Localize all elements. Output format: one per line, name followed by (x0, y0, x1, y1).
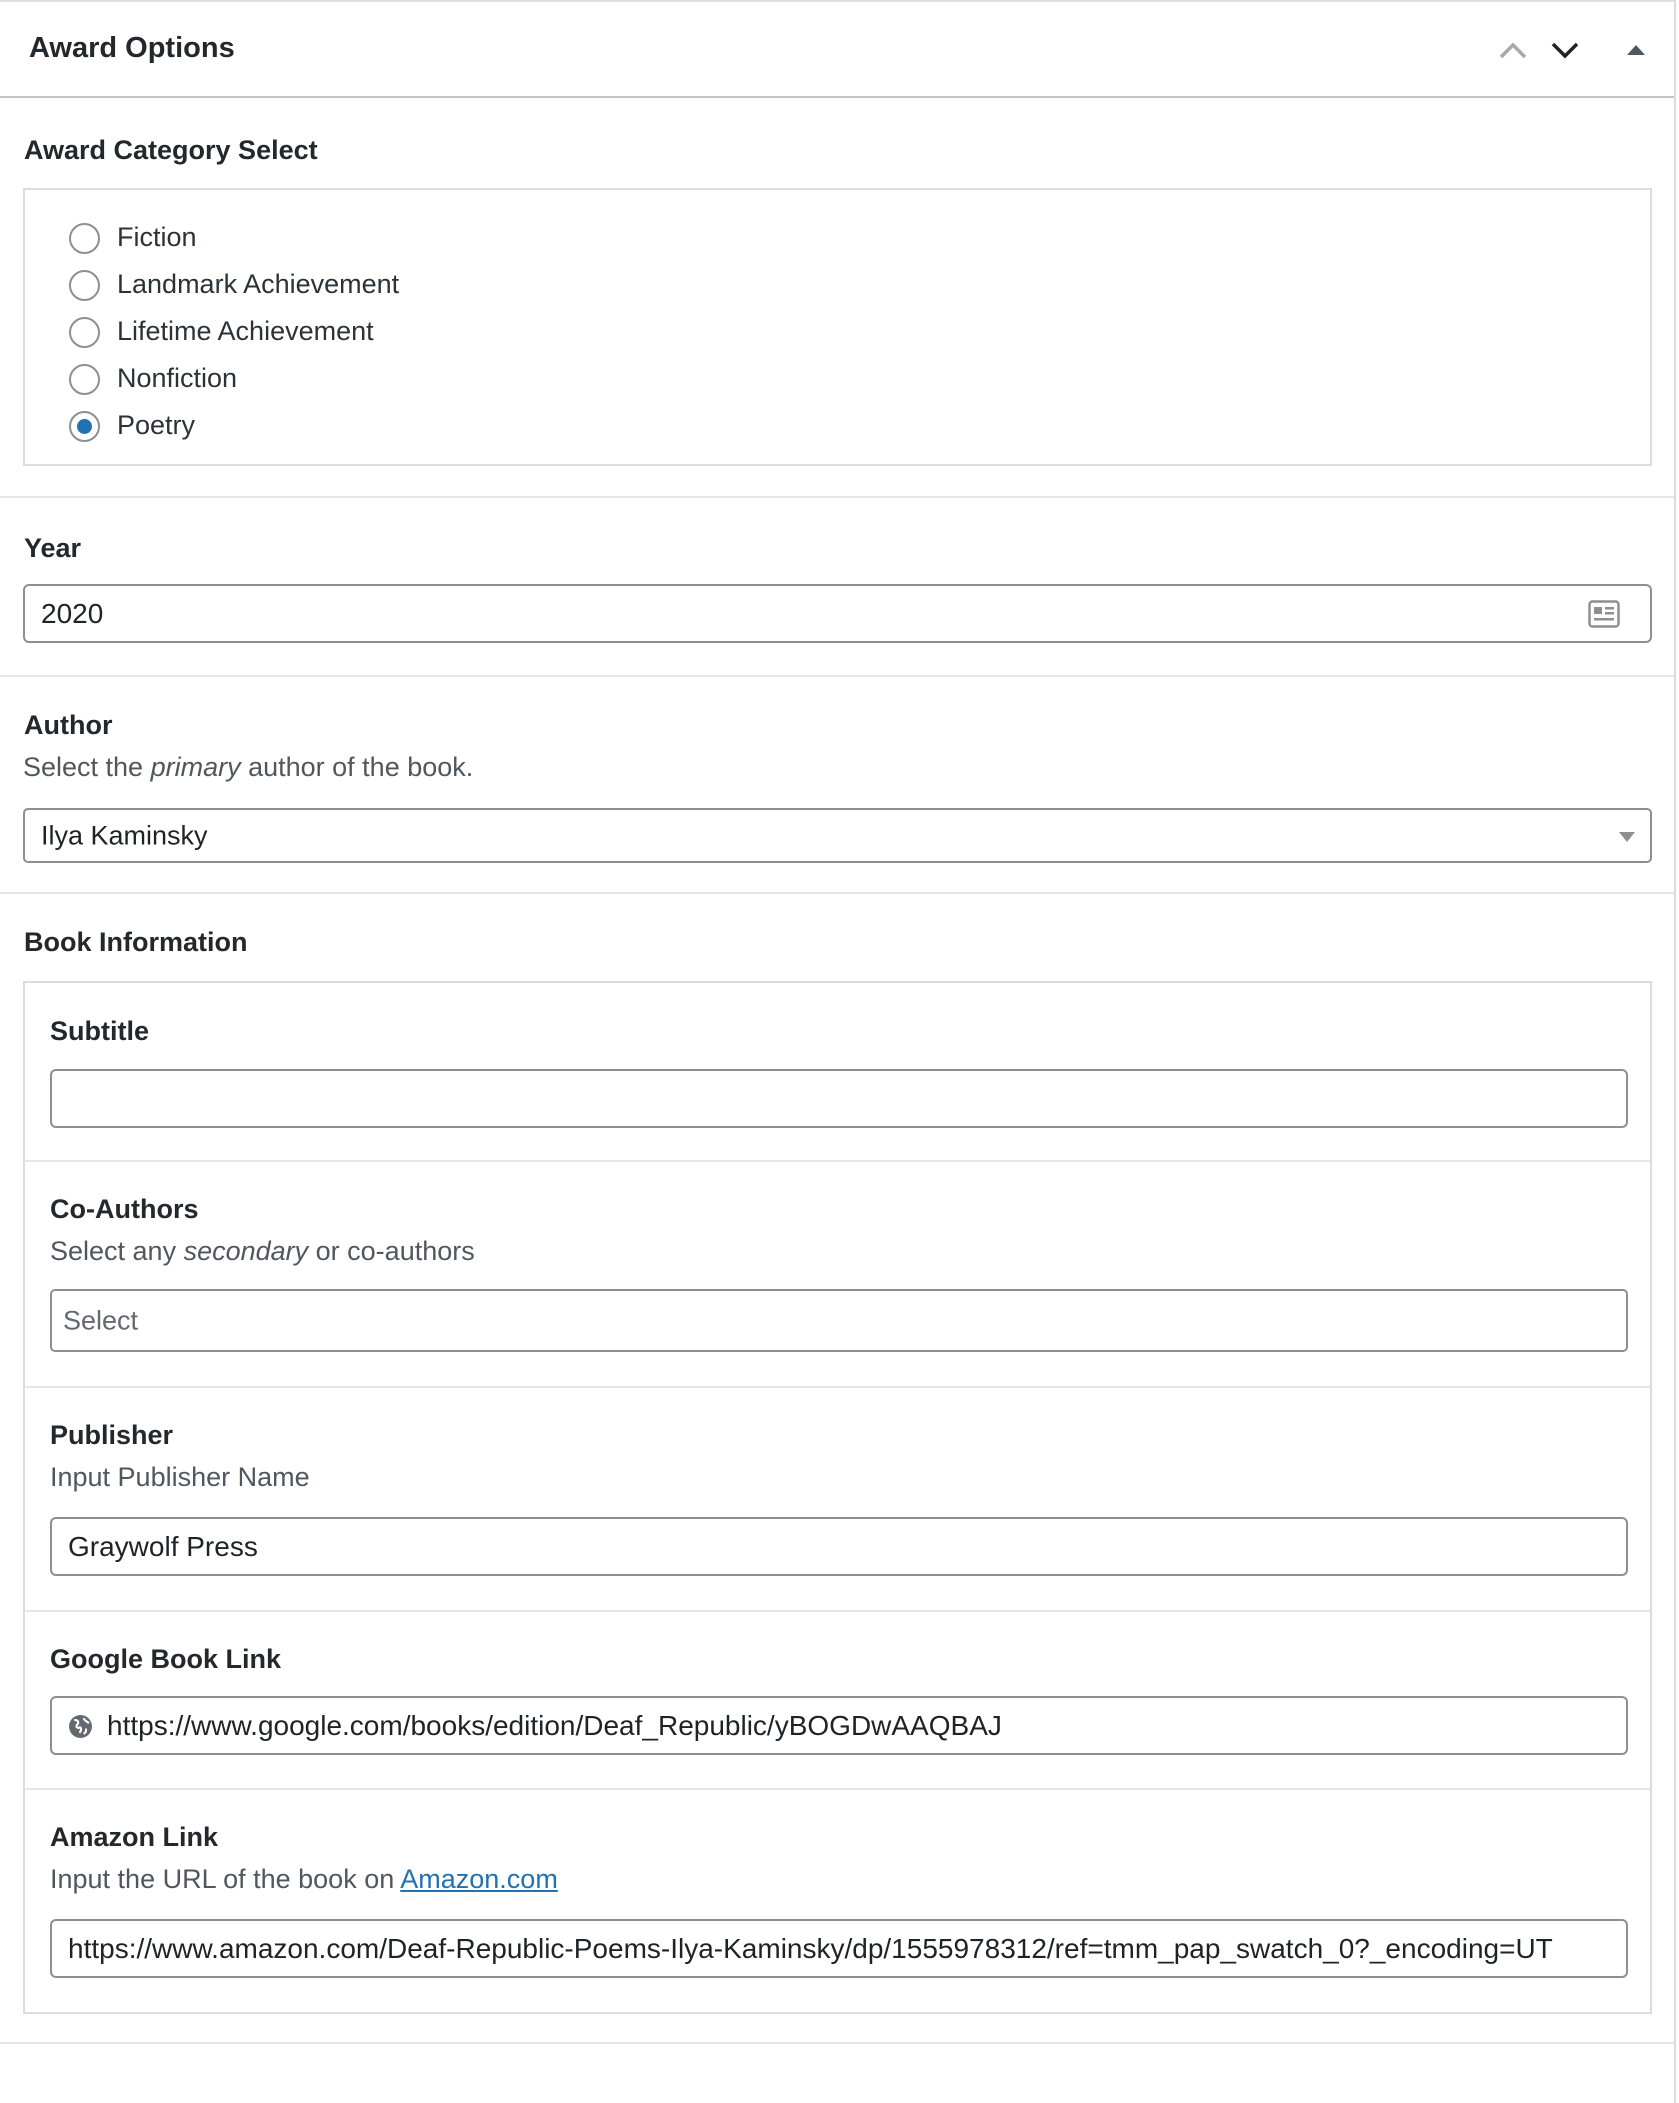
book-information-group (23, 981, 1652, 2014)
year-label: Year (24, 533, 82, 563)
coauthors-select[interactable] (50, 1289, 1628, 1352)
radio-label: Landmark Achievement (117, 269, 400, 299)
award-category-label: Award Category Select (24, 135, 318, 165)
author-field (0, 677, 1674, 894)
award-category-field (0, 98, 1674, 498)
chevron-up-icon (1498, 40, 1528, 60)
desc-text: Select the (23, 752, 151, 782)
chevron-down-icon (1550, 40, 1580, 60)
radio-button[interactable] (69, 364, 100, 395)
amazon-link-value: https://www.amazon.com/Deaf-Republic-Poems-Ilya-Kaminsky/dp/1555978312/ref=tmm_pap_swatch_0?_encoding=UT (68, 1932, 1553, 1964)
year-input[interactable] (23, 584, 1652, 643)
radio-label: Fiction (117, 222, 197, 252)
publisher-label: Publisher (50, 1420, 174, 1450)
toggle-panel-button[interactable] (1616, 24, 1660, 80)
radio-label: Poetry (117, 410, 196, 440)
radio-label: Nonfiction (117, 363, 238, 393)
author-description (23, 752, 473, 783)
move-up-button[interactable] (1490, 24, 1534, 80)
amazon-link-subfield (25, 1790, 1650, 2012)
publisher-input[interactable] (50, 1517, 1628, 1576)
globe-icon (68, 1714, 93, 1739)
google-link-value: https://www.google.com/books/edition/Deaf_Republic/yBOGDwAAQBAJ (107, 1709, 1002, 1741)
radio-button-selected[interactable] (69, 411, 100, 442)
google-link-subfield (25, 1612, 1650, 1790)
author-select[interactable] (23, 808, 1652, 863)
caret-down-icon (1618, 831, 1636, 843)
desc-emphasis: primary (150, 752, 241, 782)
amazon-link-description (50, 1864, 558, 1895)
coauthors-placeholder: Select (63, 1305, 139, 1335)
publisher-value: Graywolf Press (68, 1530, 258, 1562)
amazon-link-input[interactable] (50, 1919, 1628, 1978)
subtitle-label: Subtitle (50, 1016, 149, 1046)
amazon-link[interactable]: Amazon.com (400, 1864, 558, 1894)
coauthors-subfield (25, 1162, 1650, 1388)
author-selected-value: Ilya Kaminsky (41, 820, 208, 850)
author-label: Author (24, 710, 113, 740)
panel-title: Award Options (29, 32, 235, 64)
triangle-up-icon (1624, 40, 1648, 60)
radio-button[interactable] (69, 317, 100, 348)
subtitle-subfield (25, 983, 1650, 1162)
desc-text: Input the URL of the book on (50, 1864, 401, 1894)
book-information-field (0, 894, 1674, 2044)
publisher-subfield (25, 1388, 1650, 1612)
desc-emphasis: secondary (183, 1236, 309, 1266)
subtitle-input[interactable] (50, 1069, 1628, 1128)
desc-text: or co-authors (308, 1236, 475, 1266)
year-field (0, 498, 1674, 677)
move-down-button[interactable] (1542, 24, 1586, 80)
google-link-label: Google Book Link (50, 1644, 282, 1674)
radio-button[interactable] (69, 223, 100, 254)
google-link-input[interactable] (50, 1696, 1628, 1755)
book-information-label: Book Information (24, 927, 248, 957)
desc-text: author of the book. (240, 752, 474, 782)
radio-button[interactable] (69, 270, 100, 301)
coauthors-label: Co-Authors (50, 1194, 199, 1224)
amazon-link-label: Amazon Link (50, 1822, 219, 1852)
publisher-description: Input Publisher Name (50, 1462, 310, 1492)
year-value: 2020 (41, 597, 104, 629)
radio-label: Lifetime Achievement (117, 316, 374, 346)
calendar-icon (1588, 600, 1620, 628)
panel-header (0, 0, 1674, 98)
coauthors-description (50, 1236, 475, 1267)
desc-text: Select any (50, 1236, 184, 1266)
award-category-radio-group (23, 188, 1652, 466)
